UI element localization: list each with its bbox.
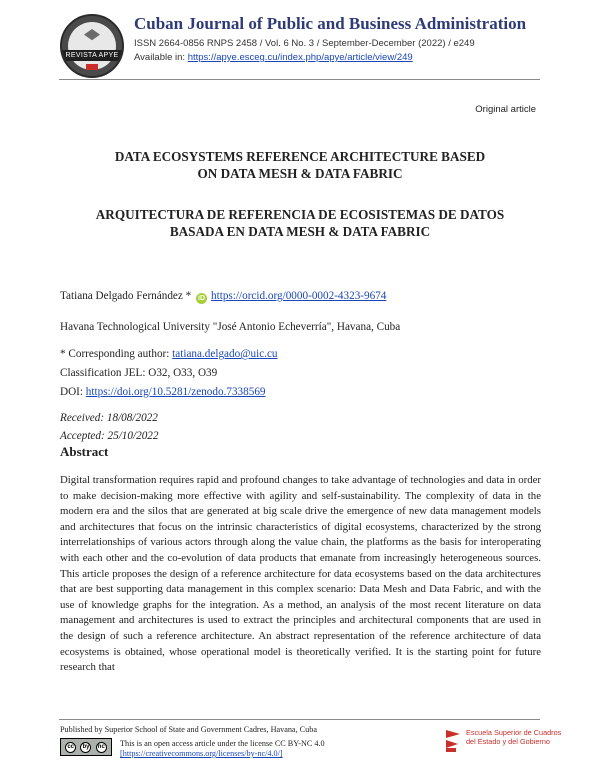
orcid-icon: iD (198, 295, 206, 302)
title-spanish-line1: ARQUITECTURA DE REFERENCIA DE ECOSISTEMAS DE DATOS (95, 207, 505, 222)
school-name-line2: del Estado y del Gobierno (466, 736, 550, 746)
title-spanish-line2: BASADA EN DATA MESH & DATA FABRIC (169, 224, 431, 239)
title-spanish (60, 206, 540, 240)
school-name (466, 729, 561, 746)
journal-logo (60, 14, 124, 78)
article-type: Original article (475, 104, 536, 115)
available-line (134, 52, 413, 63)
school-logo-icon (444, 728, 462, 754)
header-divider (59, 79, 540, 80)
school-name-line1: Escuela Superior de Cuadros (466, 728, 562, 737)
title-english-line2: ON DATA MESH & DATA FABRIC (197, 166, 403, 181)
doi-line (60, 386, 266, 398)
journal-title: Cuban Journal of Public and Business Administration (134, 14, 527, 33)
by-icon: by (80, 742, 91, 753)
cc-icon: cc (65, 742, 76, 753)
article-url-link[interactable]: https://apye.esceg.cu/index.php/apye/article/view/249 (187, 52, 413, 63)
title-english (60, 148, 540, 182)
affiliation: Havana Technological University "José Antonio Echeverría", Havana, Cuba (60, 321, 401, 333)
orcid-link[interactable]: https://orcid.org/0000-0002-4323-9674 (211, 290, 387, 302)
corresponding-email-link[interactable]: tatiana.delgado@uic.cu (172, 348, 278, 360)
logo-band (62, 50, 122, 61)
available-label: Available in: (134, 52, 188, 63)
footer-divider (59, 719, 540, 720)
title-english-line1: DATA ECOSYSTEMS REFERENCE ARCHITECTURE BASED (114, 149, 486, 164)
license-info (120, 739, 325, 759)
abstract-text: Digital transformation requires rapid and profound changes to take advantage of technologies and data in order to make decision-making more effective with agility and self-sustainability. The complexity of data in the modern era and the silos that are generated at big scale drive the emergence of new data management models and architectures that focus on the intrinsic characteristics of digital ecosystems, characterized by the strong interrelationships of various actors through along the value chain, the platforms as the basis for interoperating with each other and the co-evolution of data products that emanate from increasingly heterogeneous sources. This article proposes the design of a reference architecture for data ecosystems based on the data architectures that are best supporting data management in this complex scenario: Data Mesh and Data Fabric, and with the use of knowledge graphs for the integration. As a method, an analysis of the most recent literature on data management and architectures is used to extract the principles and architectural components that are used in the design of such a reference architecture. An abstract representation of the reference architecture of data ecosystems is obtained, whose operational model is theoretically verified. It is the starting point for future research that (60, 474, 541, 674)
license-text: This is an open access article under the license CC BY-NC 4.0 (120, 739, 325, 748)
received-date: Received: 18/08/2022 (60, 412, 158, 424)
doi-link[interactable]: https://doi.org/10.5281/zenodo.7338569 (85, 386, 266, 398)
corresponding-label: * Corresponding author: (60, 348, 173, 360)
corresponding-author (60, 348, 278, 360)
classification-jel: Classification JEL: O32, O33, O39 (60, 367, 218, 379)
license-link[interactable]: [https://creativecommons.org/licenses/by-nc/4.0/] (120, 749, 283, 758)
nc-icon: nc (96, 742, 107, 753)
logo-ribbon (86, 64, 98, 70)
abstract-heading: Abstract (60, 444, 109, 459)
cc-license-badge[interactable] (60, 738, 112, 756)
doi-label: DOI: (60, 386, 86, 398)
logo-text: REVISTA APYE (65, 52, 119, 59)
issn-line: ISSN 2664-0856 RNPS 2458 / Vol. 6 No. 3 / September-December (2022) / e249 (134, 38, 475, 49)
published-by: Published by Superior School of State and Government Cadres, Havana, Cuba (60, 725, 317, 734)
author-name: Tatiana Delgado Fernández * (60, 290, 192, 302)
author-line (60, 290, 386, 304)
accepted-date: Accepted: 25/10/2022 (60, 430, 159, 442)
